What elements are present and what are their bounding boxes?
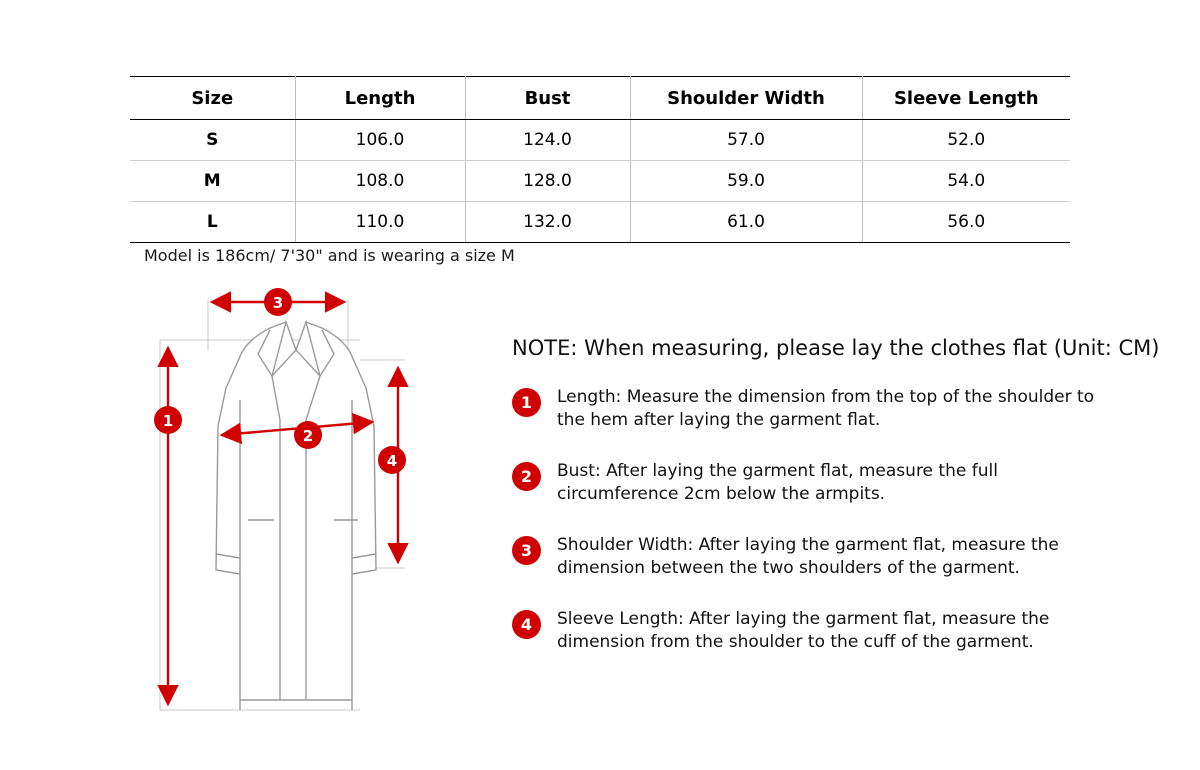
note-badge-1: 1 — [512, 388, 541, 417]
cell-length: 108.0 — [295, 161, 465, 202]
note-item-bust — [512, 460, 1112, 506]
cell-shoulder: 57.0 — [630, 120, 862, 161]
note-badge-2: 2 — [512, 462, 541, 491]
measurement-notes — [512, 336, 1160, 682]
size-chart-table — [130, 76, 1070, 243]
cell-size: L — [130, 202, 295, 243]
marker-4-label: 4 — [386, 452, 398, 470]
marker-3-label: 3 — [272, 294, 284, 312]
cell-shoulder: 61.0 — [630, 202, 862, 243]
cell-sleeve: 54.0 — [862, 161, 1070, 202]
column-header-size: Size — [130, 77, 295, 120]
note-text-shoulder-width: Shoulder Width: After laying the garment flat, measure the dimension between the two shoulders of the garment. — [557, 534, 1059, 578]
table-row — [130, 202, 1070, 243]
cell-length: 110.0 — [295, 202, 465, 243]
marker-2-label: 2 — [302, 427, 314, 445]
note-badge-4: 4 — [512, 610, 541, 639]
note-badge-3: 3 — [512, 536, 541, 565]
note-text-length: Length: Measure the dimension from the top of the shoulder to the hem after laying the garment flat. — [557, 387, 1095, 430]
cell-shoulder: 59.0 — [630, 161, 862, 202]
marker-1-label: 1 — [162, 412, 174, 430]
table-header-row — [130, 77, 1070, 120]
note-item-length — [512, 386, 1112, 432]
cell-bust: 128.0 — [465, 161, 630, 202]
cell-size: M — [130, 161, 295, 202]
marker-3 — [264, 288, 292, 316]
marker-4 — [378, 446, 406, 474]
coat-outline-shape — [216, 322, 376, 710]
column-header-shoulder-width: Shoulder Width — [630, 77, 862, 120]
table-row — [130, 120, 1070, 161]
cell-bust: 124.0 — [465, 120, 630, 161]
notes-title: NOTE: When measuring, please lay the clothes flat (Unit: CM) — [512, 336, 1160, 360]
cell-bust: 132.0 — [465, 202, 630, 243]
note-item-shoulder-width — [512, 534, 1112, 580]
note-text-bust: Bust: After laying the garment flat, measure the full circumference 2cm below the armpits. — [557, 460, 998, 504]
note-item-sleeve-length — [512, 608, 1112, 654]
cell-sleeve: 56.0 — [862, 202, 1070, 243]
note-text-sleeve-length: Sleeve Length: After laying the garment flat, measure the dimension from the shoulder to the cuff of the garment. — [557, 608, 1050, 652]
column-header-sleeve-length: Sleeve Length — [862, 77, 1070, 120]
cell-size: S — [130, 120, 295, 161]
column-header-length: Length — [295, 77, 465, 120]
model-info-note: Model is 186cm/ 7'30" and is wearing a size M — [144, 246, 515, 265]
marker-2 — [294, 421, 322, 449]
column-header-bust: Bust — [465, 77, 630, 120]
cell-length: 106.0 — [295, 120, 465, 161]
garment-measurement-diagram — [130, 280, 490, 720]
marker-1 — [154, 406, 182, 434]
cell-sleeve: 52.0 — [862, 120, 1070, 161]
table-row — [130, 161, 1070, 202]
